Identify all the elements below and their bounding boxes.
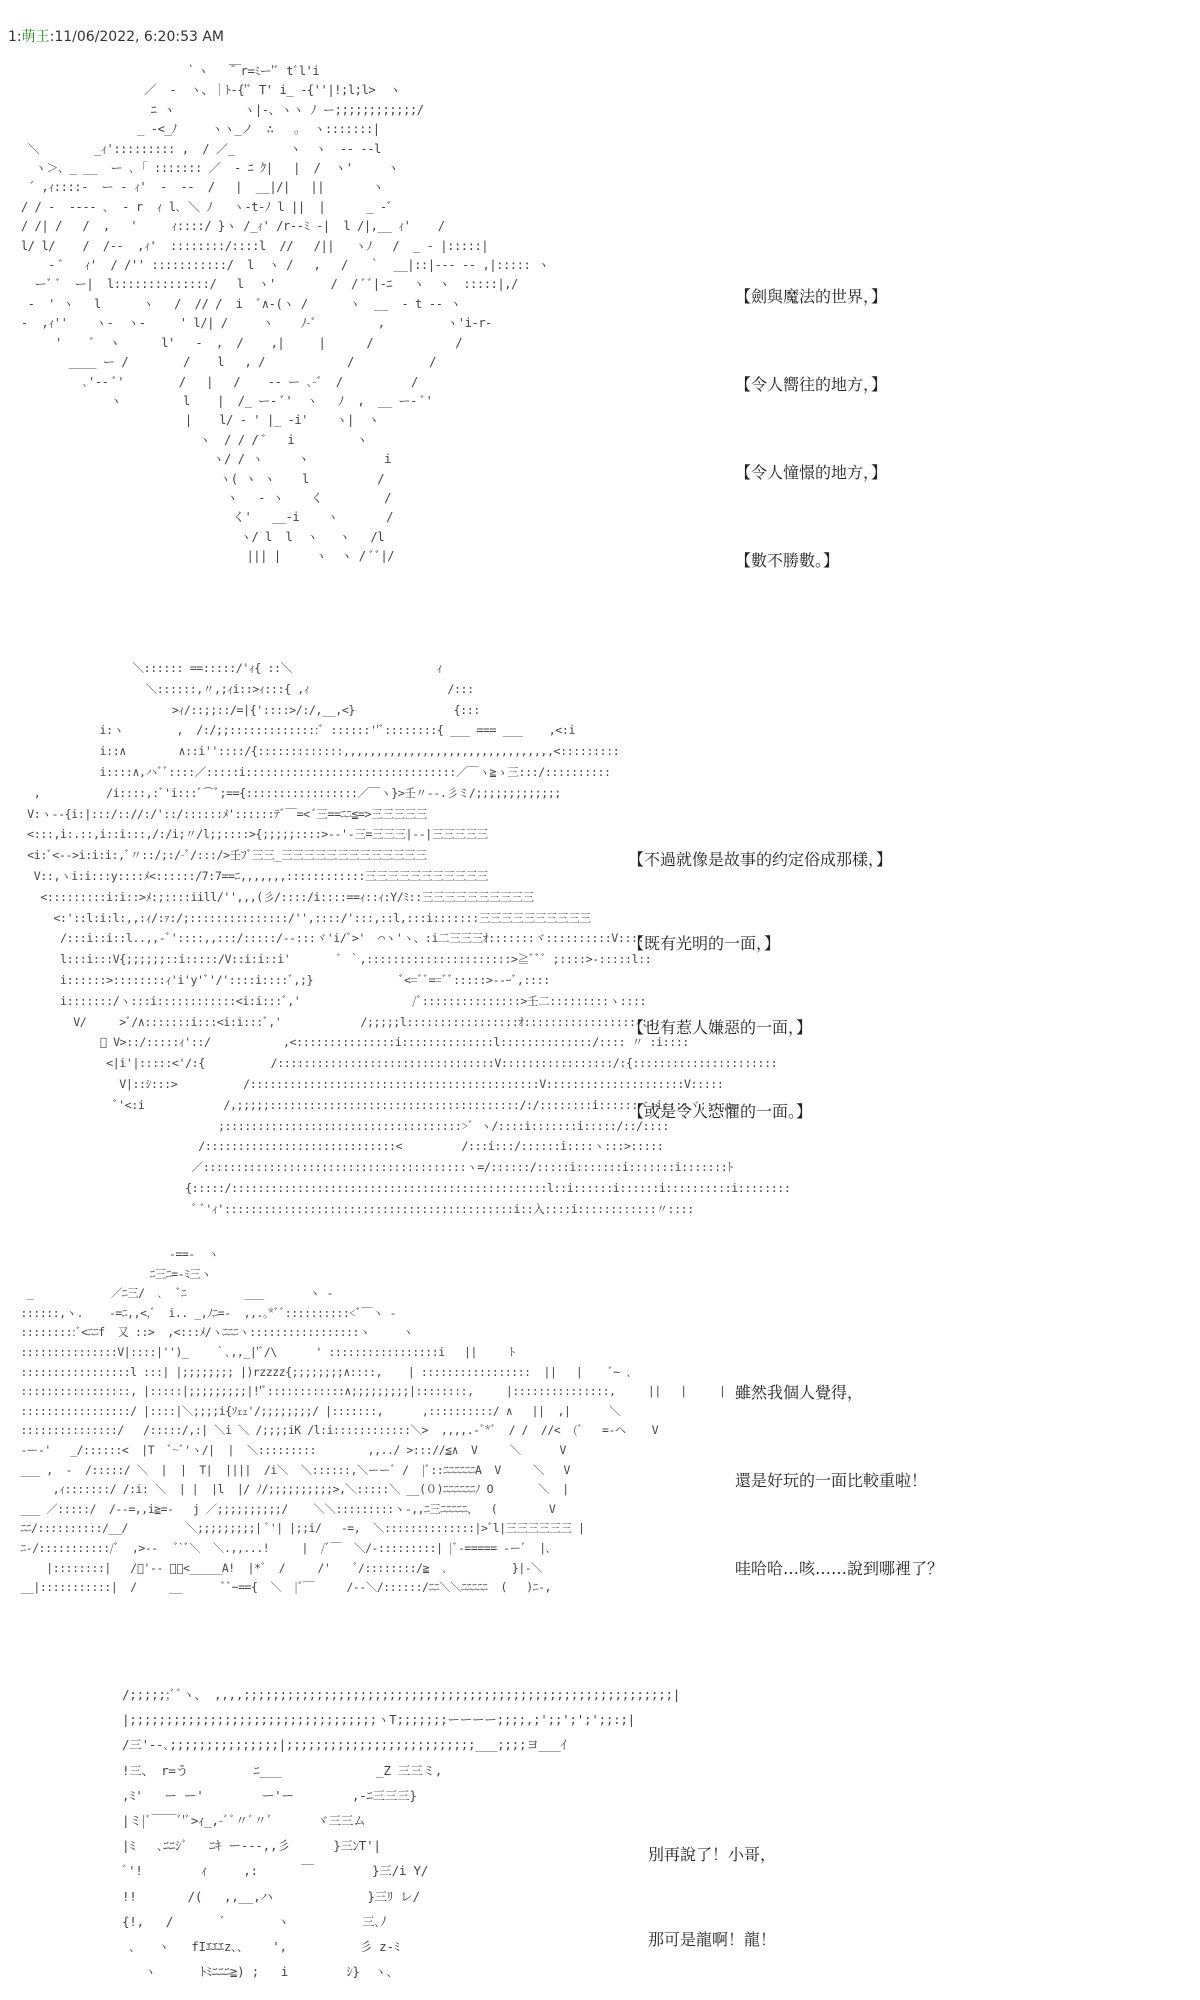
- dialogue-line: 雖然我個人覺得，: [735, 1383, 864, 1402]
- dialogue-line: 哇哈哈…咳……說到哪裡了？: [735, 1559, 944, 1578]
- narration-line: 【數不勝數。】: [735, 551, 840, 570]
- narration-line: 【既有光明的一面，】: [628, 934, 781, 953]
- narration-line: 【令人憧憬的地方，】: [735, 463, 888, 482]
- post-header: [8, 26, 224, 46]
- post-number: 1:: [8, 29, 22, 45]
- narration-line: 【也有惹人嫌惡的一面，】: [628, 1018, 813, 1037]
- dialogue-line: 別再說了！小哥，: [648, 1845, 777, 1864]
- ascii-art-hero-cape: ｀ヽ ̄￣r=ﾐー'ﾞ tﾞl'i ／ - ヽ、｜ﾄ-{'ﾞ T' i_ -{''|!;l;l> ヽ ﾆ ヽ ヽ|-、ヽヽ ﾉ ー;;;;;;;;;;;;/ _ -<_ﾉ ヽヽ_ノ ∴ ｡ ヽ:::::::| ＼ _ｨ'::::::::: , / ／_ ヽ ヽ -- --l ヽ＞、_ __ ー ､ ｢ ::::::: ／ - ﾆ ｸ| | / ヽ' ヽ ´ ,ｨ::::- ー - ｨ' - -- / | __|/| || ヽ / / - ---- ､ - r ｨ l､ ＼ ﾉ ヽ-t-ﾉ l || | _ -ﾞ / /| / / , ' ｨ::::/ }ヽ /_ｨ' /r--ﾐ -| l /|,__ ｨ' / l/ l/ / /-- ,ｨ' ::::::::/::::l // /|| ヽﾉ / _ - |:::::| - ﾞ ｨ' / /'' :::::::::::/ l ヽ / , / ｀ __|::|--- -- ,|::::: ヽ ーﾞ ﾞ ー| l::::::::::::::/ l ヽ' / / ﾞﾞ|-ﾆ ヽ ヽ :::::|,/ - ' ヽ l ヽ / // / i ﾞ∧-(ヽ / ヽ __ - t -- ヽ - ,ｨ'' ヽ- ヽ- ' l/| / ヽ ﾉ-ﾞ , ヽ'i-r- ' ﾞ ヽ l' - , / ,| | / / ____ ー / / l , / / / ､'-- ﾞ' / | / -- ー ､-ﾞ / / ヽ l | /_ ー- ﾞ' ヽ ﾉ , __ ー- ﾞ' | l/ - ' |_ -i' ヽ| ヽ ヽ / / / ﾞ i ヽ ヽ/ / ヽ ヽ i ヽ( ヽ ヽ l / ヽ - ヽ く / く' __-i ヽ / ヽ/ l l ヽ ヽ /l ||| | ヽ ヽ / ﾞﾞ|/: [20, 64, 549, 564]
- ascii-art-laughing-character: -==- ヽ ﾆ三ﾆ=-ﾐ三ヽ _ ／ﾆ三/ ､ ﾞﾆ ___ ヽ - ::::::,ヽ. -=ﾆ,,<,ﾞ i.. _,ﾉﾆ=- ,,.｡*ﾞﾞ::::::::::<ﾞ￣ヽ - :::::::::ﾞ<ﾆﾆf 又 ::> ,<:::ﾒ/ヽﾆﾆﾆヽ:::::::::::::::::ヽ ヽ :::::::::::::::V|::::|'')_ ｀､,,_|'ﾞ/\ ' :::::::::::::::::i || ﾄ :::::::::::::::::l :::| |;;;;;;;; |)rzzzz{;;;;;;;;∧::::, | ::::::::::::::::: || | ﾞ~ ､ :::::::::::::::::, |:::::|;;;;;;;;;|!'ﾞ::::::::::::∧;;;;;;;;;|::::::::, |:::::::::::::::, || | | ヽ :::::::::::::::::/ |::::|＼;;;;i{ｿｪｪ'/;;;;;;;;/ |:::::::, ,::::::::::/ ∧ || ,| ＼ :::::::::::::::/ /:::::/,:| ＼i ＼ /;;;;iK /l:i::::::::::::＼> ,,,,.-ﾞ*ﾞ / / //< (ﾞ =-ヘ V -ー-' _/::::::< |T ﾞ~ﾞ'ヽ/| | ＼::::::::: ,,../ >::://≦∧ V ＼ V ___ , - /:::::/ ＼ | | T| |||| /i＼ ＼::::::,＼ーーﾞ / |ﾞ::ﾆﾆﾆﾆﾆﾆA V ＼ V ,ｨ:::::::/ /:i: ＼ | | |l |/ ﾉ/;;;;;;;;;;>,＼:::::＼ __(０)ﾆﾆﾆﾆﾆﾆﾉ O ＼ | ___ ／:::::/ /--=,,i≧=- j ／;;;;;;;;;;/ ＼＼:::::::::ヽ-,,ﾆ三ﾆﾆﾆﾆﾆ、 ( V ﾆﾆ/::::::::::/__/ ＼;;;;;;;;;| ﾞ'| |;;i/ -=, ＼::::::::::::::|>ﾞl|三三三三三三 | ﾆ-/:::::::::::/ﾞ ,>-- ﾞ`ﾞ＼ ＼.,,...! | /ﾞ￣ ＼/-:::::::::| |ﾞ-===== -ーﾞ |､ |::::::::| /ﾞ'-- ﾞﾞ<_____A! |*ﾞ / /' ﾞ/::::::::/≧ ､ }|-＼ __|:::::::::::| / __ ﾞﾞ~=={ ＼ |ﾞ￣ /--＼/::::::/ﾆﾆ＼＼ﾆﾆﾆﾆﾆ ( )ﾆ-,: [20, 1247, 763, 1595]
- post-timestamp: :11/06/2022, 6:20:53 AM: [49, 29, 225, 45]
- narration-line: 【劍與魔法的世界，】: [735, 287, 888, 306]
- narration-line: 【令人嚮往的地方，】: [735, 375, 888, 394]
- narration-line: 【或是令人恐懼的一面。】: [628, 1102, 813, 1121]
- ascii-art-world-shadow: ＼:::::: ==:::::/'ｨ{ ::＼ ｨ ＼::::::,〃,;ｨi::>ｨ:::{ ,ｨ /::: >ｨ/::;;::/=|{'::::>/:/,__,<} {::: i:ヽ , /:/;;::::::::::::::ﾞ ::::::''ﾞ::::::::{ ___ === ___ ,<:i i::∧ ∧::i''::::/{:::::::::::::,,,,,,,,,,,,,,,,,,,,,,,,,,,,,,,,<::::::::: i::::∧,ハﾞﾞ::::／:::::i::::::::::::::::::::::::::::::::／￣ヽ≧ゝ三:::/:::::::::: , /i::::,:ﾞ'i:::ﾞ⌒ﾞ;=={:::::::::::::::::／￣ヽ}>壬〃--.彡ミ/;;;;;;;;;;;;; V:ヽ--{i:|:::/:://:/'::/::::::ﾒ'::::::ﾃﾞ￣=<´三==ﾆﾆ≦=>三三三三三 <:::,i:.::,i::i:::,/:/i;〃/l;;::::>{;;;;;::::>--'-三=三三三|--|三三三三三 <i:ﾞ<-->i:i:i:,ﾞ〃::/;:/-ﾞ/:::/>壬ﾌﾞ三三_三三三三三三三三三三三三三 V::,ヽi:i:::y::::ﾒ<::::::/7:7==ﾆ,,,,,,,::::::::::::三三三三三三三三三三三 <:::::::::i:i::>ﾒ:;::::iill/'',,,(彡/::::/i::::==ｨ::ｨ:Y/ﾐ::三三三三三三三三三三 <:'::l:i:l:,,:ｨ/:ｧ:/;:::::::::::::::/'',::::/':::,::l,:::i:::::::三三三三三三三三三三 /:::i::i::l..,,-ﾞ'::::,,:::/:::::/--:::ヾ'i/ﾞ>' ⌒ヽ'ヽ、:i二三三三ｵ:::::::ヾ::::::::::V:::: l:::i:::V{;;;;;;::i:::::/V::i:i::i' ﾞ ｀,::::::::::::::::::::::>≧ﾞﾞﾞ ;::::>-:::::l:: i::::::>::::::::ｨ'i'y'ﾞ'/'::::i::::ﾞ,;} ﾞ<=ﾞﾞ==ﾞﾞ:::::>--ｰﾞ,:::: i:::::::/ヽ:::i::::::::::::<i:i:::ﾞ,' /ﾞ:::::::::::::::>壬二:::::::::ヽ:::: V/ >ﾞ/∧:::::::i:::<i:i:::ﾞ,' /;;;;;l:::::::::::::::::ｵ:::::::::::::::::ｨ:::: ﾞ V>::/:::::ｨ'::/ ,<:::::::::::::::i::::::::::::::l::::::::::::::/:::: 〃 :i:::: <|i'|:::::<'/:{ /:::::::::::::::::::::::::::::::::V:::::::::::::::::/:{:::::::::::::::::::::: V|::ｼ:::> /::::::::::::::::::::::::::::::::::::::::::::V:::::::::::::::::::::V::::: ﾞ'<:i /,;;;;;::::::::::::::::::::::::::::::::::::::/:/::::::::i::::::ヾ:i::::ヾ;:::: ;::::::::::::::::::::::::::::::::::::>ﾞ ヽ/::::i:::::::i:::::/::/:::: /:::::::::::::::::::::::::::::< /:::i:::/::::::i::::ヽ:::>::::: ／::::::::::::::::::::::::::::::::::::::::ヽ=/::::::/:::::i:::::::i:::::::i:::::::ﾄ {:::::/::::::::::::::::::::::::::::::::::::::::::::::::l::i::::::i::::::i::::::::::i:::::::: ﾞ ﾞ'ｨ'::::::::::::::::::::::::::::::::::::::::::::i::入::::i::::::::::::〃::::: [27, 661, 791, 1216]
- poster-name[interactable]: 萌王: [21, 29, 50, 45]
- ascii-art-scared-character: /;;;;;;ﾞﾞヽ、 ,,,,;;;;;;;;;;;;;;;;;;;;;;;;;;;;;;;;;;;;;;;;;;;;;;;;;;;;;;;;;;;| |;;;;;;;;;;;;;;;;;;;;;;;;;;;;;;;;;;ヽT;;;;;;;ーーーー;;;;,;';;';';';;:;| /三'--､;;;;;;;;;;;;;;;|;;;;;;;;;;;;;;;;;;;;;;;;;;___;;;;ヨ___ｲ !三、 r=う ﾆ___ _Z 三三ミ, ,ﾐ' ー ー' ー'ー ,-ﾆ三三三} |ミ|ﾞ￣￣ﾞ'ﾞ>ｨ_,-ﾞﾞ〃ﾞ〃ﾞ ヾ三三ム |ﾐ ､ﾆﾆｼﾞ ﾆｷ ー---,,彡 }三ﾝT'| ﾞ'! ｨ ,: ￣ }三/i Y/ !! /( ,,__,ハ }三ﾘ レ/ {!, / ﾞ ヽ 三､ﾉ ､ ヽ fIｴｴｴz､､ ', 彡 z-ﾐ ヽ ﾄﾐﾆﾆﾆ≧) ; i ｼ} ヽ､: [122, 1687, 681, 1980]
- dialogue-line: 還是好玩的一面比較重啦！: [735, 1471, 928, 1490]
- dialogue-line: 那可是龍啊！龍！: [648, 1930, 777, 1949]
- narration-line: 【不過就像是故事的约定俗成那樣，】: [628, 850, 893, 869]
